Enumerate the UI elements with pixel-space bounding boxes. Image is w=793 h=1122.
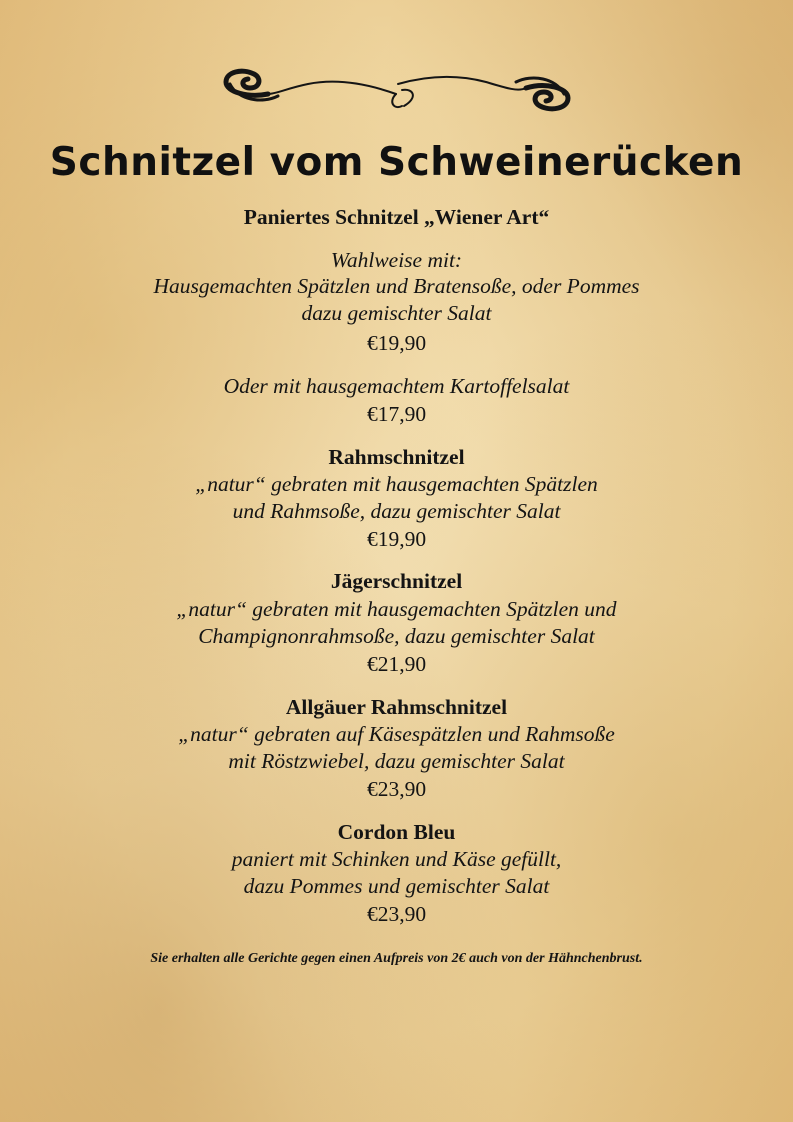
item-price: €21,90 [366,652,427,676]
item-alt-price: €17,90 [366,402,427,426]
item-name: Jägerschnitzel [330,569,463,593]
item-description-line: „natur“ gebraten mit hausgemachten Spätzlen und [176,597,617,621]
item-description-line: „natur“ gebraten mit hausgemachten Spätzlen [195,472,598,496]
item-description-line: „natur“ gebraten auf Käsespätzlen und Rahmsoße [178,722,615,746]
item-description-line: paniert mit Schinken und Käse gefüllt, [231,847,562,871]
item-description-line: Wahlweise mit: [330,248,463,272]
item-name: Rahmschnitzel [328,445,465,469]
scroll-flourish-icon [218,64,576,114]
footnote: Sie erhalten alle Gerichte gegen einen Aufpreis von 2€ auch von der Hähnchenbrust. [150,951,643,966]
item-description-line: dazu Pommes und gemischter Salat [243,874,550,898]
item-name: Cordon Bleu [337,820,456,844]
item-price: €19,90 [366,331,427,355]
item-name: Paniertes Schnitzel „Wiener Art“ [243,205,550,229]
item-price: €23,90 [366,777,427,801]
item-description-line: mit Röstzwiebel, dazu gemischter Salat [228,749,565,773]
item-description-line: und Rahmsoße, dazu gemischter Salat [232,499,561,523]
item-price: €19,90 [366,527,427,551]
page-title: Schnitzel vom Schweinerücken [49,140,744,185]
item-description-line: dazu gemischter Salat [301,301,492,325]
item-price: €23,90 [366,902,427,926]
item-name: Allgäuer Rahmschnitzel [285,695,508,719]
item-description-line: Hausgemachten Spätzlen und Bratensoße, oder Pommes [153,274,640,298]
item-description-line: Champignonrahmsoße, dazu gemischter Salat [198,624,595,648]
item-alt-line: Oder mit hausgemachtem Kartoffelsalat [223,374,570,398]
